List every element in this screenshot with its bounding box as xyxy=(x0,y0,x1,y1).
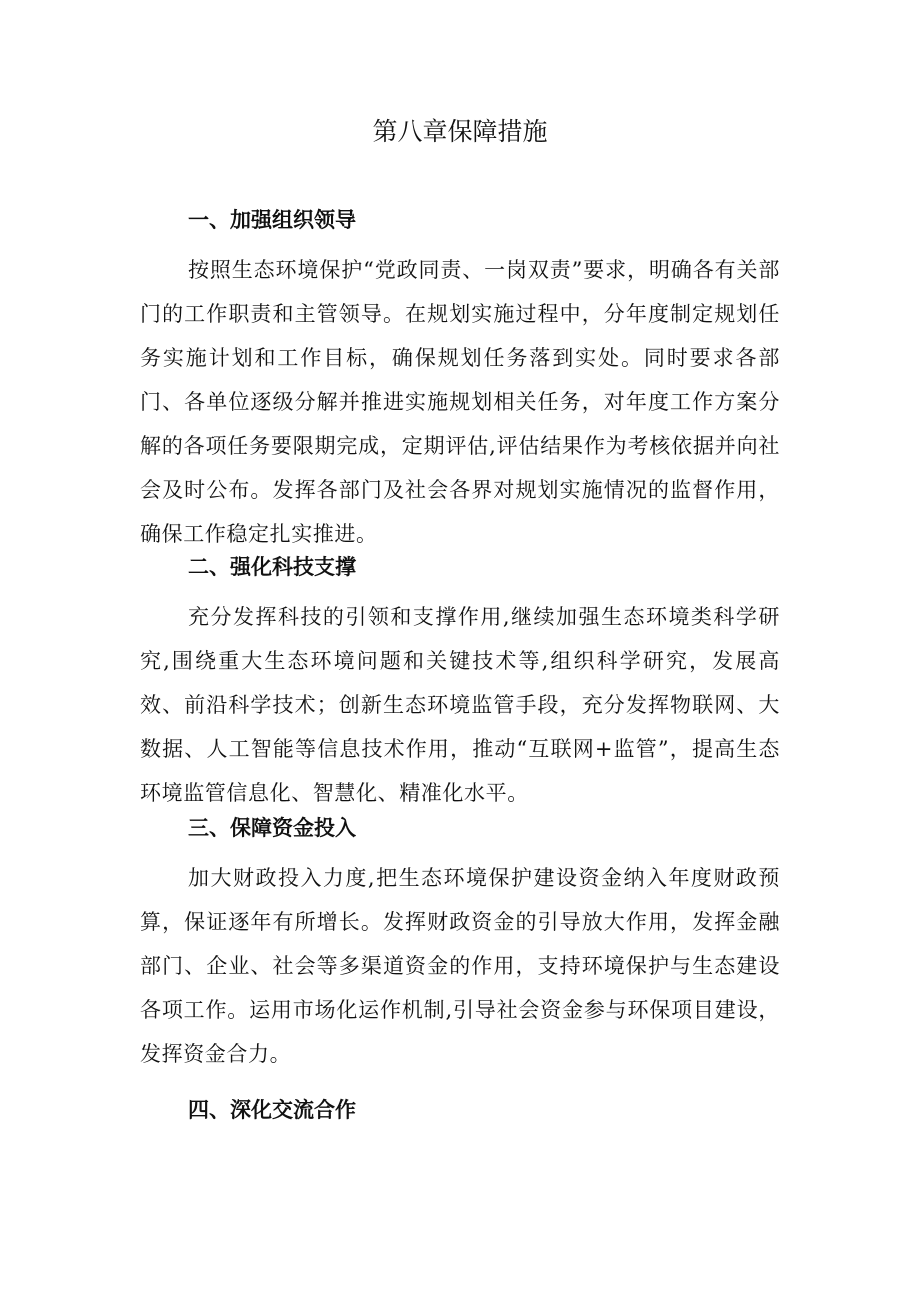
section-heading: 四、深化交流合作 xyxy=(188,1098,356,1122)
section-heading: 一、加强组织领导 xyxy=(188,208,356,232)
section-organization-leadership xyxy=(140,204,780,556)
section-heading: 二、强化科技支撑 xyxy=(188,555,356,579)
section-funding xyxy=(140,812,780,1076)
section-body: 按照生态环境保护“党政同责、一岗双责”要求，明确各有关部门的工作职责和主管领导。在规划实施过程中，分年度制定规划任务实施计划和工作目标，确保规划任务落到实处。同时要求各部门、各单位逐级分解并推进实施规划相关任务，对年度工作方案分解的各项任务要限期完成，定期评估,评估结果作为考核依据并向社会及时公布。发挥各部门及社会各界对规划实施情况的监督作用，确保工作稳定扎实推进。 xyxy=(140,258,780,546)
section-body: 充分发挥科技的引领和支撑作用,继续加强生态环境类科学研究,围绕重大生态环境问题和关键技术等,组织科学研究，发展高效、前沿科学技术；创新生态环境监管手段，充分发挥物联网、大数据、人工智能等信息技术作用，推动“互联网+监管”，提高生态环境监管信息化、智慧化、精准化水平。 xyxy=(140,605,780,805)
section-heading: 三、保障资金投入 xyxy=(188,816,356,840)
section-body: 加大财政投入力度,把生态环境保护建设资金纳入年度财政预算，保证逐年有所增长。发挥财政资金的引导放大作用，发挥金融部门、企业、社会等多渠道资金的作用，支持环境保护与生态建设各项工作。运用市场化运作机制,引导社会资金参与环保项目建设，发挥资金合力。 xyxy=(140,866,780,1066)
chapter-title: 第八章保障措施 xyxy=(372,117,548,146)
section-tech-support xyxy=(140,551,780,815)
section-cooperation xyxy=(140,1094,780,1126)
